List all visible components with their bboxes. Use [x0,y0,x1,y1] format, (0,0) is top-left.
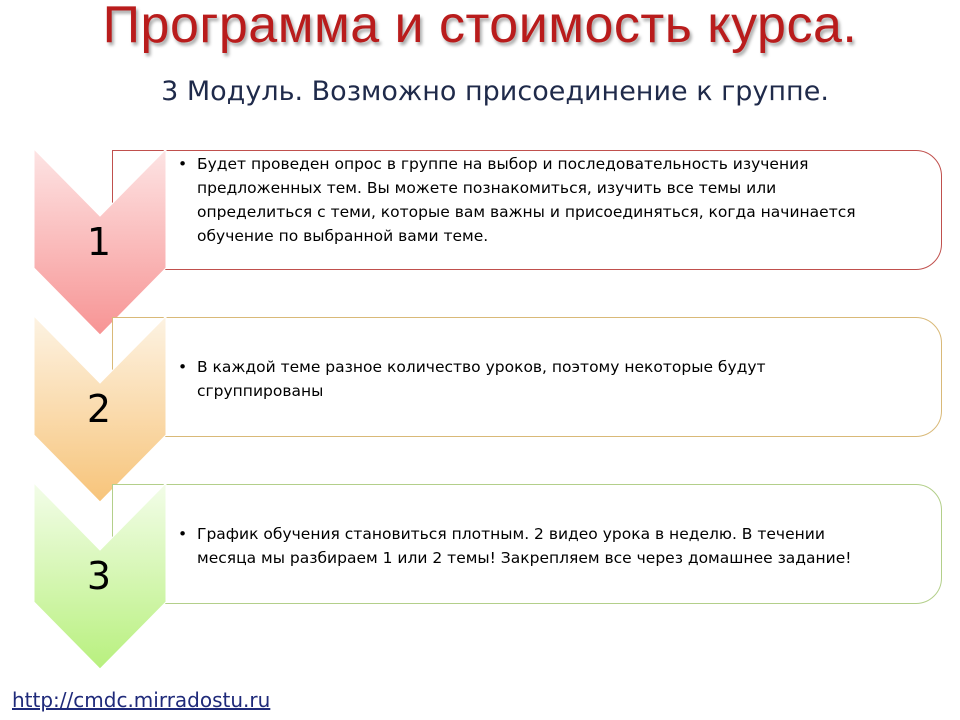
step-2-bullet-list [173,355,921,403]
step-3-bullet: • График обучения становиться плотным. 2 видео урока в неделю. В течении месяца мы разбираем 1 или 2 темы! Закрепляем все через домашнее задание! [173,522,921,570]
step-1-bullet: • Будет проведен опрос в группе на выбор и последовательность изучения предложенных тем. Вы можете познакомиться, изучить все темы или определиться с теми, которые вам важны и присоединяться, когда начинается обучение по выбранной вами теме. [173,152,921,248]
page-subtitle: 3 Модуль. Возможно присоединение к группе. [161,76,829,107]
step-2-number: 2 [86,387,112,431]
step-2-text-box [112,317,942,437]
step-3-number: 3 [86,554,112,598]
step-2-bullet: • В каждой теме разное количество уроков, поэтому некоторые будут сгруппированы [173,355,921,403]
footer-link[interactable]: http://cmdc.mirradostu.ru [12,688,271,712]
step-3-bullet-list [173,522,921,570]
step-1-text-box [112,150,942,270]
step-3-text-box [112,484,942,604]
page-title: Программа и стоимость курса. [102,0,858,54]
step-1-bullet-list [173,152,921,248]
step-1-number: 1 [86,220,112,264]
